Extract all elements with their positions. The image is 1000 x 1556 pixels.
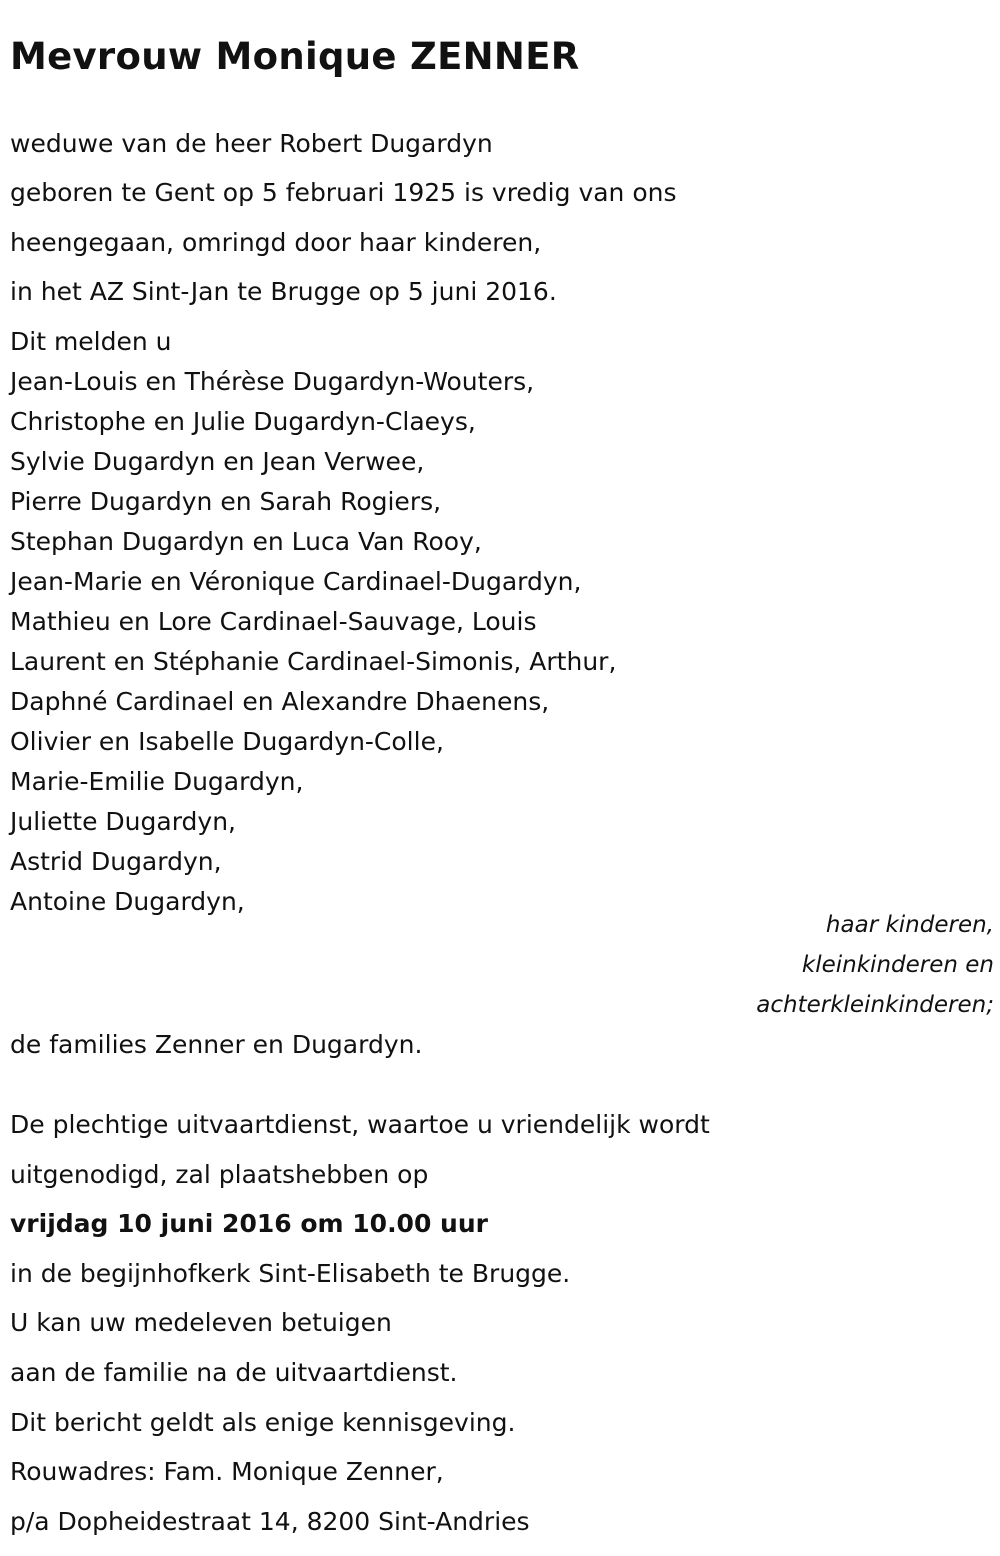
closing-line: U kan uw medeleven betuigen <box>10 1308 392 1337</box>
family-line: Dit melden u <box>10 327 172 356</box>
family-line: Jean-Louis en Thérèse Dugardyn-Wouters, <box>10 367 535 396</box>
service-line: De plechtige uitvaartdienst, waartoe u vriendelijk wordt <box>10 1110 710 1139</box>
intro-line: in het AZ Sint-Jan te Brugge op 5 juni 2016. <box>10 277 557 306</box>
page-title: Mevrouw Monique ZENNER <box>10 35 580 78</box>
intro-line: weduwe van de heer Robert Dugardyn <box>10 129 493 158</box>
family-line: Laurent en Stéphanie Cardinael-Simonis, Arthur, <box>10 647 617 676</box>
family-line: Pierre Dugardyn en Sarah Rogiers, <box>10 487 442 516</box>
closing-line: Dit bericht geldt als enige kennisgeving. <box>10 1408 516 1437</box>
family-line: Juliette Dugardyn, <box>10 807 237 836</box>
family-line: Stephan Dugardyn en Luca Van Rooy, <box>10 527 482 556</box>
closing-line: in de begijnhofkerk Sint-Elisabeth te Brugge. <box>10 1259 571 1288</box>
family-line: Olivier en Isabelle Dugardyn-Colle, <box>10 727 444 756</box>
family-line: Christophe en Julie Dugardyn-Claeys, <box>10 407 476 436</box>
service-line: uitgenodigd, zal plaatshebben op <box>10 1160 429 1189</box>
family-line: Jean-Marie en Véronique Cardinael-Dugardyn, <box>10 567 582 596</box>
closing-line: Rouwadres: Fam. Monique Zenner, <box>10 1457 444 1486</box>
family-line: Marie-Emilie Dugardyn, <box>10 767 304 796</box>
closing-line: p/a Dopheidestraat 14, 8200 Sint-Andries <box>10 1507 530 1536</box>
family-line: Mathieu en Lore Cardinael-Sauvage, Louis <box>10 607 537 636</box>
family-line: Antoine Dugardyn, <box>10 887 245 916</box>
family-line: Sylvie Dugardyn en Jean Verwee, <box>10 447 425 476</box>
family-line: Daphné Cardinael en Alexandre Dhaenens, <box>10 687 550 716</box>
families-line: de families Zenner en Dugardyn. <box>10 1030 423 1059</box>
intro-line: geboren te Gent op 5 februari 1925 is vredig van ons <box>10 178 677 207</box>
relation-line: kleinkinderen en <box>801 952 994 978</box>
relation-line: haar kinderen, <box>825 912 994 938</box>
service-datetime: vrijdag 10 juni 2016 om 10.00 uur <box>10 1209 488 1238</box>
intro-line: heengegaan, omringd door haar kinderen, <box>10 228 542 257</box>
family-line: Astrid Dugardyn, <box>10 847 222 876</box>
relation-line: achterkleinkinderen; <box>756 992 994 1018</box>
closing-line: aan de familie na de uitvaartdienst. <box>10 1358 458 1387</box>
